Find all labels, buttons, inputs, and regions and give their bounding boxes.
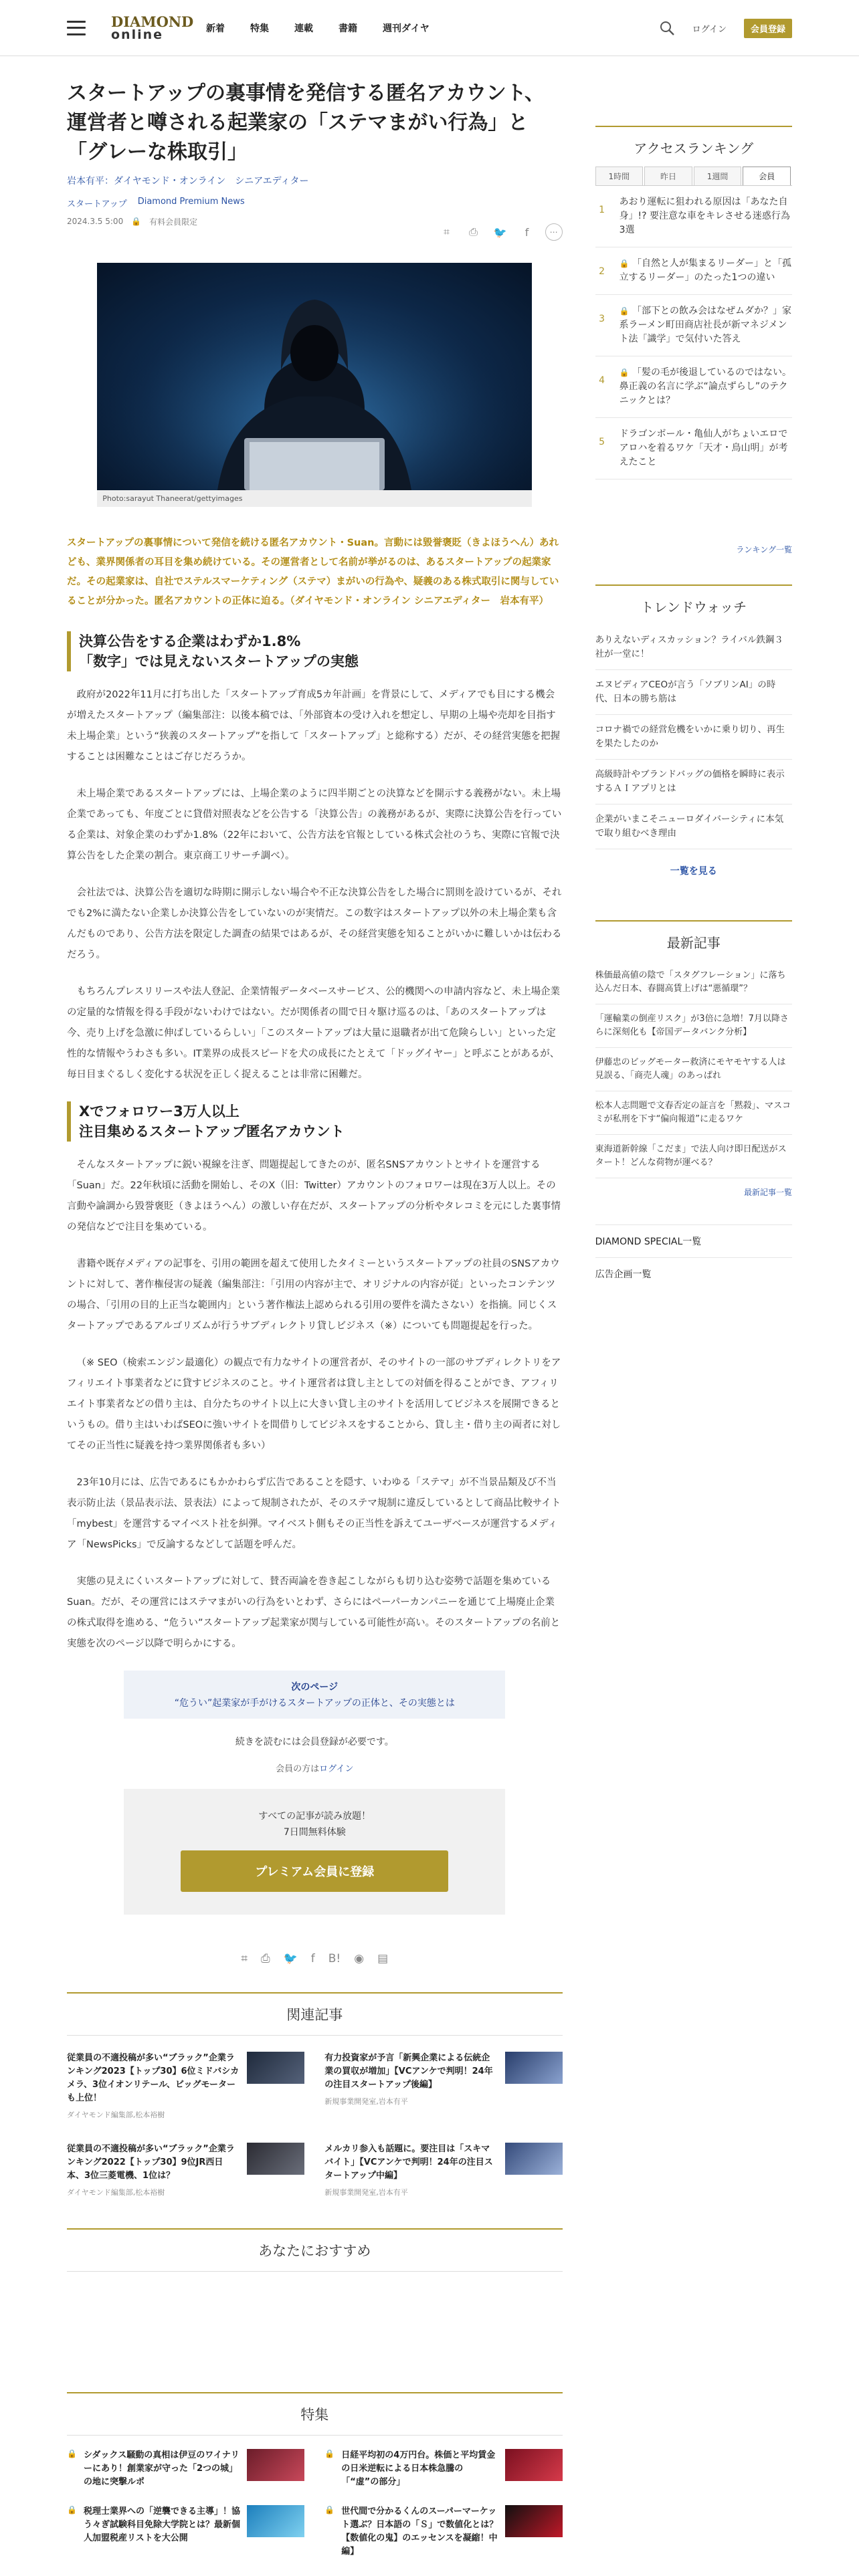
member-login	[67, 1761, 563, 1774]
feature-thumb	[247, 2449, 304, 2481]
sidebar-links	[595, 1224, 792, 1290]
register-line1: すべての記事が読み放題！	[258, 1811, 371, 1822]
feature-item-title: 日経平均初の4万円台。株価と平均賃金の日米逆転による日本株急騰の「“虚”の部分」	[341, 2450, 496, 2487]
latest-item[interactable]: 松本人志問題で文春否定の証言を「黙殺」、マスコミが私刑を下す“偏向報道”に走るワケ	[595, 1091, 792, 1135]
lock-icon: 🔒	[619, 368, 630, 377]
ranking-box	[595, 126, 792, 555]
more-icon[interactable]: ⋯	[545, 223, 563, 241]
line-icon[interactable]: ◉	[354, 1952, 365, 1965]
article-title: スタートアップの裏事情を発信する匿名アカウント、運営者と噂される起業家の「ステマまがい行為」と「グレーな株取引」	[67, 82, 545, 164]
related-item[interactable]	[324, 2052, 562, 2120]
lock-icon: 🔒	[67, 2449, 77, 2458]
tag-startup[interactable]: スタートアップ	[67, 199, 127, 209]
register-box	[124, 1789, 505, 1915]
related-item-author: 新規事業開発室,岩本有平	[324, 2188, 408, 2197]
tag-premium[interactable]: Diamond Premium News	[137, 197, 245, 207]
header-actions	[659, 0, 792, 56]
related-item-author: 新規事業開発室,岩本有平	[324, 2097, 408, 2106]
trend-item[interactable]: ありえないディスカッション？ライバル鉄鋼３社が一堂に！	[595, 625, 792, 670]
latest-box	[595, 920, 792, 1198]
feature-thumb	[247, 2505, 304, 2537]
lock-icon: 🔒	[67, 2505, 77, 2514]
ranking-tabs	[595, 167, 792, 186]
feature-item[interactable]	[67, 2505, 304, 2559]
related-thumb	[505, 2143, 563, 2175]
feature-item-title: シダックス騒動の真相は伊豆のワイナリーにあり！創業家が守った「2つの城」の地に突撃ルポ	[83, 2450, 240, 2487]
trend-item[interactable]: エヌビディアCEOが言う「ソブリンAI」の時代、日本の勝ち筋は	[595, 670, 792, 715]
related-item-title: 有力投資家が予言「新興企業による伝統企業の買収が増加」【VCアンケで判明！24年の注目スタートアップ後編】	[324, 2053, 493, 2090]
paragraph: 書籍や既存メディアの記事を、引用の範囲を超えて使用したタイミーというスタートアップの社員のSNSアカウントに対して、著作権侵害の疑義（編集部注：「引用の内容が主で、オリジナルの内容が従」といったコンテンツの場合、「引用の目的上正当な範囲内」という著作権法上認められる引用の要件を満たさない）を指摘。同じくスタートアップであるアルゴリズムが行うサブディレクトリ貸しビジネス（※）についても問題提起を行った。	[67, 1259, 560, 1331]
premium-register-button[interactable]: プレミアム会員に登録	[181, 1850, 448, 1892]
lock-icon: 🔒	[131, 217, 142, 226]
feature-item-title: 世代間で分かるくんのスーパーマーケット選ぶ？日本語の「Ｓ」で数値化とは？【数値化の鬼】のエッセンスを凝縮！中編】	[341, 2506, 498, 2557]
twitter-icon[interactable]: 🐦	[283, 1952, 298, 1965]
paragraph: そんなスタートアップに鋭い視線を注ぎ、問題提起してきたのが、匿名SNSアカウントとサイトを運営する「Suan」だ。22年秋頃に活動を開始し、そのX（旧：Twitter）アカウントのフォロワーは現在3万人以上。その言動や論調から毀誉褒貶（きよほうへん）の激しい存在だが、スタートアップの分析やタレコミを元にした裏事情の発信などで注目を集めている。	[67, 1160, 561, 1232]
feature-item[interactable]	[324, 2449, 562, 2489]
paragraph: 政府が2022年11月に打ち出した「スタートアップ育成5カ年計画」を背景にして、メディアでも目にする機会が増えたスタートアップ（編集部注：以後本稿では、「外部資本の受け入れを想定し、早期の上場や売却を目指す未上場企業」という“狭義のスタートアップ”を指して「スタートアップ」と総称する）だが、その経営実態を把握することは困難なことはご存じだろうか。	[67, 689, 561, 762]
register-line2: 7日間無料体験	[283, 1827, 346, 1838]
paragraph: 実態の見えにくいスタートアップに対して、賛否両論を巻き起こしながらも切り込む姿勢で話題を集めているSuan。だが、その運営にはステマまがいの行為をいとわず、さらにはペーパーカンパニーを通じて上場廃止企業の株式取得を進める、“危うい”スタートアップ起業家が関与している可能性が高い。そのスタートアップの名前と実態を次のページ以降で明らかにする。	[67, 1576, 561, 1649]
menu-icon[interactable]	[67, 21, 86, 35]
ranking-list	[595, 186, 792, 479]
latest-title: 最新記事	[666, 935, 721, 951]
ranking-item[interactable]	[595, 295, 792, 356]
rank-text	[619, 257, 792, 285]
hatena-icon[interactable]: B!	[328, 1952, 341, 1965]
paragraph: 未上場企業であるスタートアップには、上場企業のように四半期ごとの決算などを開示する義務がない。未上場企業であっても、年度ごとに貸借対照表などを公告する「決算公告」の義務があるが、実際に決算公告を行っている企業は、対象企業のわずか1.8%（22年において、公告方法を官報としている株式会社のうち、実際に官報で決算公告をした企業の割合。東京商工リサーチ調べ）。	[67, 788, 562, 861]
section-heading-1-line2: 「数字」では見えないスタートアップの実態	[79, 653, 359, 669]
article-date: 2024.3.5 5:00	[67, 217, 124, 226]
latest-item[interactable]: 伊藤忠のビッグモーター救済にモヤモヤする人は見誤る、「商売人魂」のあっぱれ	[595, 1048, 792, 1091]
tab-hour[interactable]: 1時間	[595, 167, 644, 185]
related-thumb	[247, 2052, 304, 2084]
related-item[interactable]	[67, 2143, 304, 2197]
latest-item[interactable]: 「運輸業の倒産リスク」が3倍に急増！7月以降さらに深刻化も【帝国データバンク分析】	[595, 1004, 792, 1048]
facebook-icon[interactable]: f	[310, 1952, 315, 1965]
print-icon[interactable]: ⎙	[469, 225, 478, 238]
lock-icon: 🔒	[619, 259, 630, 268]
tab-week[interactable]: 1週間	[694, 167, 742, 185]
rank-text-content: 「髪の毛が後退しているのではない。鼻正義の名言に学ぶ“論点ずらし”のテクニックとは？	[619, 367, 791, 406]
section-heading-2-line2: 注目集めるスタートアップ匿名アカウント	[79, 1123, 345, 1140]
rank-text: ドラゴンボール・亀仙人がちょいエロでアロハを着るワケ「天才・鳥山明」が考えたこと	[619, 429, 788, 467]
ranking-item[interactable]	[595, 186, 792, 247]
hero-image	[97, 263, 532, 490]
trend-item[interactable]: 企業がいまこそニューロダイバーシティに本気で取り組むべき理由	[595, 804, 792, 849]
nav-series[interactable]: 連載	[294, 23, 313, 34]
trend-box	[595, 584, 792, 877]
trend-list	[595, 625, 792, 849]
rank-text: あおり運転に狙われる原因は「あなた自身」!? 要注意な車をキレさせる迷惑行為3選	[619, 197, 790, 235]
paragraph: 23年10月には、広告であるにもかかわらず広告であることを隠す、いわゆる「ステマ」が不当景品類及び不当表示防止法（景品表示法、景表法）によって規制されたが、そのステマ規制に違反しているとして商品比較サイト「mybest」を運営するマイベスト社を糾弾。マイベスト側もその正当性を訴えてユーザベースが運営するメディア「NewsPicks」で反論するなどして話題を呼んだ。	[67, 1477, 561, 1550]
access-label: 有料会員限定	[149, 217, 198, 227]
member-login-link[interactable]: ログイン	[319, 1764, 354, 1774]
recommend-title: あなたにおすすめ	[67, 2228, 563, 2272]
hero-caption: Photo:sarayut Thaneerat/gettyimages	[97, 490, 532, 507]
related-thumb	[247, 2143, 304, 2175]
global-nav	[206, 21, 430, 35]
article-author[interactable]: 岩本有平：ダイヤモンド・オンライン シニアエディター	[67, 176, 309, 187]
rank-text-content: 「自然と人が集まるリーダー」と「孤立するリーダー」のたった1つの違い	[619, 258, 791, 283]
register-button[interactable]: 会員登録	[744, 19, 792, 38]
next-page-title: “危うい”起業家が手がけるスタートアップの正体と、その実態とは	[174, 1698, 455, 1709]
rank-text	[619, 304, 792, 346]
ranking-item[interactable]	[595, 418, 792, 479]
pocket-icon[interactable]: ▤	[377, 1952, 389, 1965]
facebook-icon[interactable]: f	[524, 225, 529, 239]
rank-number: 4	[599, 375, 605, 386]
related-item-author: ダイヤモンド編集部,松本裕樹	[67, 2188, 165, 2197]
latest-more-link[interactable]: 最新記事一覧	[743, 1188, 792, 1197]
print-icon[interactable]: ⎙	[260, 1952, 270, 1965]
ranking-title: アクセスランキング	[634, 140, 754, 156]
related-item[interactable]	[67, 2052, 304, 2120]
ranking-item[interactable]	[595, 356, 792, 418]
section-heading-2	[67, 1101, 563, 1142]
paragraph: 会社法では、決算公告を適切な時期に開示しない場合や不正な決算公告をした場合に罰則を設けているが、それでも2%に満たない企業しか決算公告をしていないのが実情だ。この数字はスタートアップ以外の未上場企業も含んだものであり、公告方法を限定した調査の結果ではあるが、その経営実態を知ることがいかに難しいかは伝わるだろう。	[67, 887, 562, 960]
next-page-label: 次のページ	[291, 1682, 339, 1693]
ranking-item[interactable]	[595, 247, 792, 295]
related-item-author: ダイヤモンド編集部,松本裕樹	[67, 2111, 165, 2119]
rank-number: 5	[599, 437, 605, 447]
article-tags	[67, 197, 563, 209]
feature-item-title: 税理士業界への「逆襲できる主導」！協う々ぎ試験科目免除大学院とは？最新個人加盟税産リストを大公開	[83, 2506, 240, 2543]
section-heading-2-line1: Xでフォロワー3万人以上	[79, 1103, 240, 1119]
clip-icon[interactable]: ⌗	[444, 225, 450, 238]
feature-thumb	[505, 2505, 563, 2537]
article-lead: スタートアップの裏事情について発信を続ける匿名アカウント・Suan。言動には毀誉褒貶（きよほうへん）あれども、業界関係者の耳目を集め続けている。その運営者として名前が挙がるのは、あるスタートアップの起業家だ。その起業家は、自社でステルスマーケティング（ステマ）まがいの行為や、疑義のある株式取引に関与していることが分かった。匿名アカウントの正体に迫る。（ダイヤモンド・オンライン シニアエディター 岩本有平）	[67, 538, 559, 607]
latest-item[interactable]: 株価最高値の陰で「スタグフレーション」に落ち込んだ日本、春闘高賃上げは“悪循環”？	[595, 961, 792, 1004]
lock-icon: 🔒	[324, 2449, 335, 2458]
trend-more-link[interactable]: 一覧を見る	[670, 866, 717, 877]
section-heading-1-line1: 決算公告をする企業はわずか1.8%	[79, 633, 301, 649]
feature-list	[67, 2449, 563, 2559]
paywall-message: 続きを読むには会員登録が必要です。	[235, 1737, 394, 1747]
hero-figure	[97, 263, 532, 507]
related-item-title: メルカリ参入も話題に。要注目は「スキマバイト」【VCアンケで判明！24年の注目スタートアップ中編】	[324, 2144, 493, 2181]
paragraph: （※ SEO（検索エンジン最適化）の観点で有力なサイトの運営者が、そのサイトの一部のサブディレクトリをアフィリエイト事業者などに貸すビジネスのこと。サイト運営者は貸し主としての対価を得ることができ、アフィリエイト事業者などの借り主は、自分たちのサイト以上に大きい貸し主のサイトを活用してビジネスを展開できるというもの。借り主はいわばSEOに強いサイトを間借りしてビジネスをすることから、貸し主・借り主の両者に対してその正当性に疑義を持つ業界関係者も多い）	[67, 1358, 561, 1451]
diamond-special-link[interactable]: DIAMOND SPECIAL一覧	[595, 1224, 792, 1257]
rank-text-content: 「部下との飲み会はなぜムダか？」家系ラーメン町田商店社長が新マネジメント法「識学」で気付いた答え	[619, 306, 791, 344]
article-main	[67, 79, 563, 2559]
tab-yesterday[interactable]: 昨日	[644, 167, 692, 185]
nav-new[interactable]: 新着	[206, 23, 225, 34]
feature-title: 特集	[67, 2392, 563, 2436]
member-login-prefix: 会員の方は	[276, 1764, 320, 1774]
paragraph: もちろんプレスリリースや法人登記、企業情報データベースサービス、公的機関への申請内容など、未上場企業の定量的な情報を得る手段がないわけではない。だが関係者の間で日々駆け巡るのは、「あのスタートアップは今、売り上げを急激に伸ばしているらしい」「このスタートアップは大量に退職者が出て危険らしい」といった定性的な情報やうわさも多い。IT業界の成長スピードを犬の成長にたとえて「ドッグイヤー」と呼ぶことがあるが、毎日目まぐるしく変化する状況を正しく捉えることは非常に困難だ。	[67, 986, 561, 1080]
tab-member[interactable]: 会員	[743, 167, 791, 185]
share-bottom	[67, 1952, 563, 1965]
related-thumb	[505, 2052, 563, 2084]
trend-title: トレンドウォッチ	[640, 599, 747, 615]
site-logo[interactable]	[111, 13, 194, 42]
nav-feature[interactable]: 特集	[250, 23, 269, 34]
lock-icon: 🔒	[324, 2505, 335, 2514]
related-title: 関連記事	[67, 1992, 563, 2036]
rank-number: 3	[599, 314, 605, 324]
feature-thumb	[505, 2449, 563, 2481]
feature-item[interactable]	[324, 2505, 562, 2559]
site-header	[0, 0, 859, 56]
latest-item[interactable]: 東海道新幹線「こだま」で法人向け即日配送がスタート！どんな荷物が運べる？	[595, 1135, 792, 1178]
nav-weekly[interactable]: 週刊ダイヤ	[383, 23, 430, 34]
trend-item[interactable]: コロナ禍での経営危機をいかに乗り切り、再生を果たしたのか	[595, 715, 792, 760]
login-link[interactable]: ログイン	[692, 24, 727, 35]
logo-line1: DIAMOND	[111, 13, 194, 30]
next-page-link[interactable]	[124, 1671, 505, 1719]
related-item-title: 従業員の不適投稿が多い“ブラック”企業ランキング2022【トップ30】9位JR西日本、3位三菱電機、1位は？	[67, 2144, 235, 2181]
related-list	[67, 2052, 563, 2197]
search-icon[interactable]	[659, 20, 675, 36]
trend-item[interactable]: 高級時計やブランドバッグの価格を瞬時に表示するＡＩアプリとは	[595, 760, 792, 804]
related-item[interactable]	[324, 2143, 562, 2197]
nav-books[interactable]: 書籍	[339, 23, 357, 34]
clip-icon[interactable]: ⌗	[241, 1952, 248, 1965]
ad-feature-link[interactable]: 広告企画一覧	[595, 1257, 792, 1290]
lock-icon: 🔒	[619, 306, 630, 316]
feature-item[interactable]	[67, 2449, 304, 2489]
rank-number: 2	[599, 266, 605, 277]
section-heading-1	[67, 631, 563, 671]
rank-text	[619, 366, 792, 408]
rank-number: 1	[599, 205, 605, 215]
logo-line2: online	[111, 27, 164, 42]
twitter-icon[interactable]: 🐦	[493, 225, 507, 239]
latest-list	[595, 961, 792, 1178]
related-item-title: 従業員の不適投稿が多い“ブラック”企業ランキング2023【トップ30】6位ミドバシカメラ、3位イオンリテール、ビッグモーターも上位！	[67, 2053, 240, 2103]
ranking-more-link[interactable]: ランキング一覧	[736, 545, 792, 554]
sidebar	[595, 79, 792, 2559]
